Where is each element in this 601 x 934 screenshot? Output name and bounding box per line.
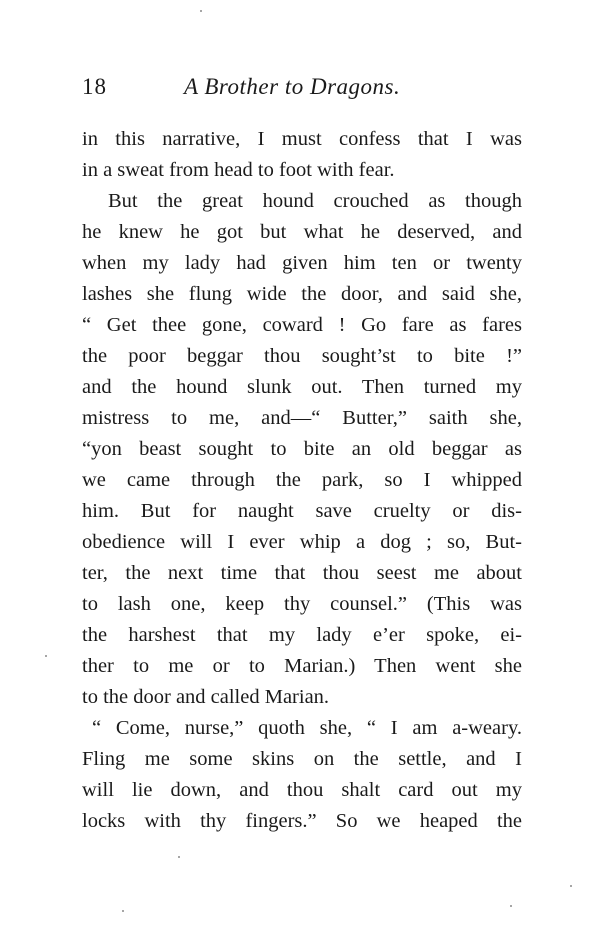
paragraph-first-line: But the great hound crouched as though (108, 190, 522, 212)
paper-speck (200, 10, 202, 12)
text-line: lashes she flung wide the door, and said she, (82, 283, 522, 305)
text-line: “yon beast sought to bite an old beggar as (82, 438, 522, 460)
text-line: we came through the park, so I whipped (82, 469, 522, 491)
text-line: when my lady had given him ten or twenty (82, 252, 522, 274)
text-line: obedience will I ever whip a dog ; so, But- (82, 531, 522, 553)
text-line: Fling me some skins on the settle, and I (82, 748, 522, 770)
page-header (82, 74, 522, 108)
text-line: ther to me or to Marian.) Then went she (82, 655, 522, 677)
running-title: A Brother to Dragons. (184, 74, 401, 99)
text-line: and the hound slunk out. Then turned my (82, 376, 522, 398)
body-text (82, 124, 522, 837)
text-line: him. But for naught save cruelty or dis- (82, 500, 522, 522)
text-line: to lash one, keep thy counsel.” (This was (82, 593, 522, 615)
text-line: the poor beggar thou sought’st to bite !” (82, 345, 522, 367)
text-line: ter, the next time that thou seest me about (82, 562, 522, 584)
text-line: the harshest that my lady e’er spoke, ei- (82, 624, 522, 646)
text-line: to the door and called Marian. (82, 686, 330, 708)
text-line: mistress to me, and—“ Butter,” saith she, (82, 407, 522, 429)
paper-speck (510, 905, 512, 907)
paper-speck (45, 655, 47, 657)
text-line: locks with thy fingers.” So we heaped the (82, 810, 522, 832)
text-line: in a sweat from head to foot with fear. (82, 159, 395, 181)
text-line: will lie down, and thou shalt card out my (82, 779, 522, 801)
text-line: “ Get thee gone, coward ! Go fare as fares (82, 314, 522, 336)
paragraph-first-line: “ Come, nurse,” quoth she, “ I am a-weary. (92, 717, 522, 739)
text-line: he knew he got but what he deserved, and (82, 221, 522, 243)
page-number: 18 (82, 74, 107, 99)
paper-speck (122, 910, 124, 912)
paper-speck (178, 856, 180, 858)
paper-speck (570, 885, 572, 887)
text-line: in this narrative, I must confess that I was (82, 128, 522, 150)
